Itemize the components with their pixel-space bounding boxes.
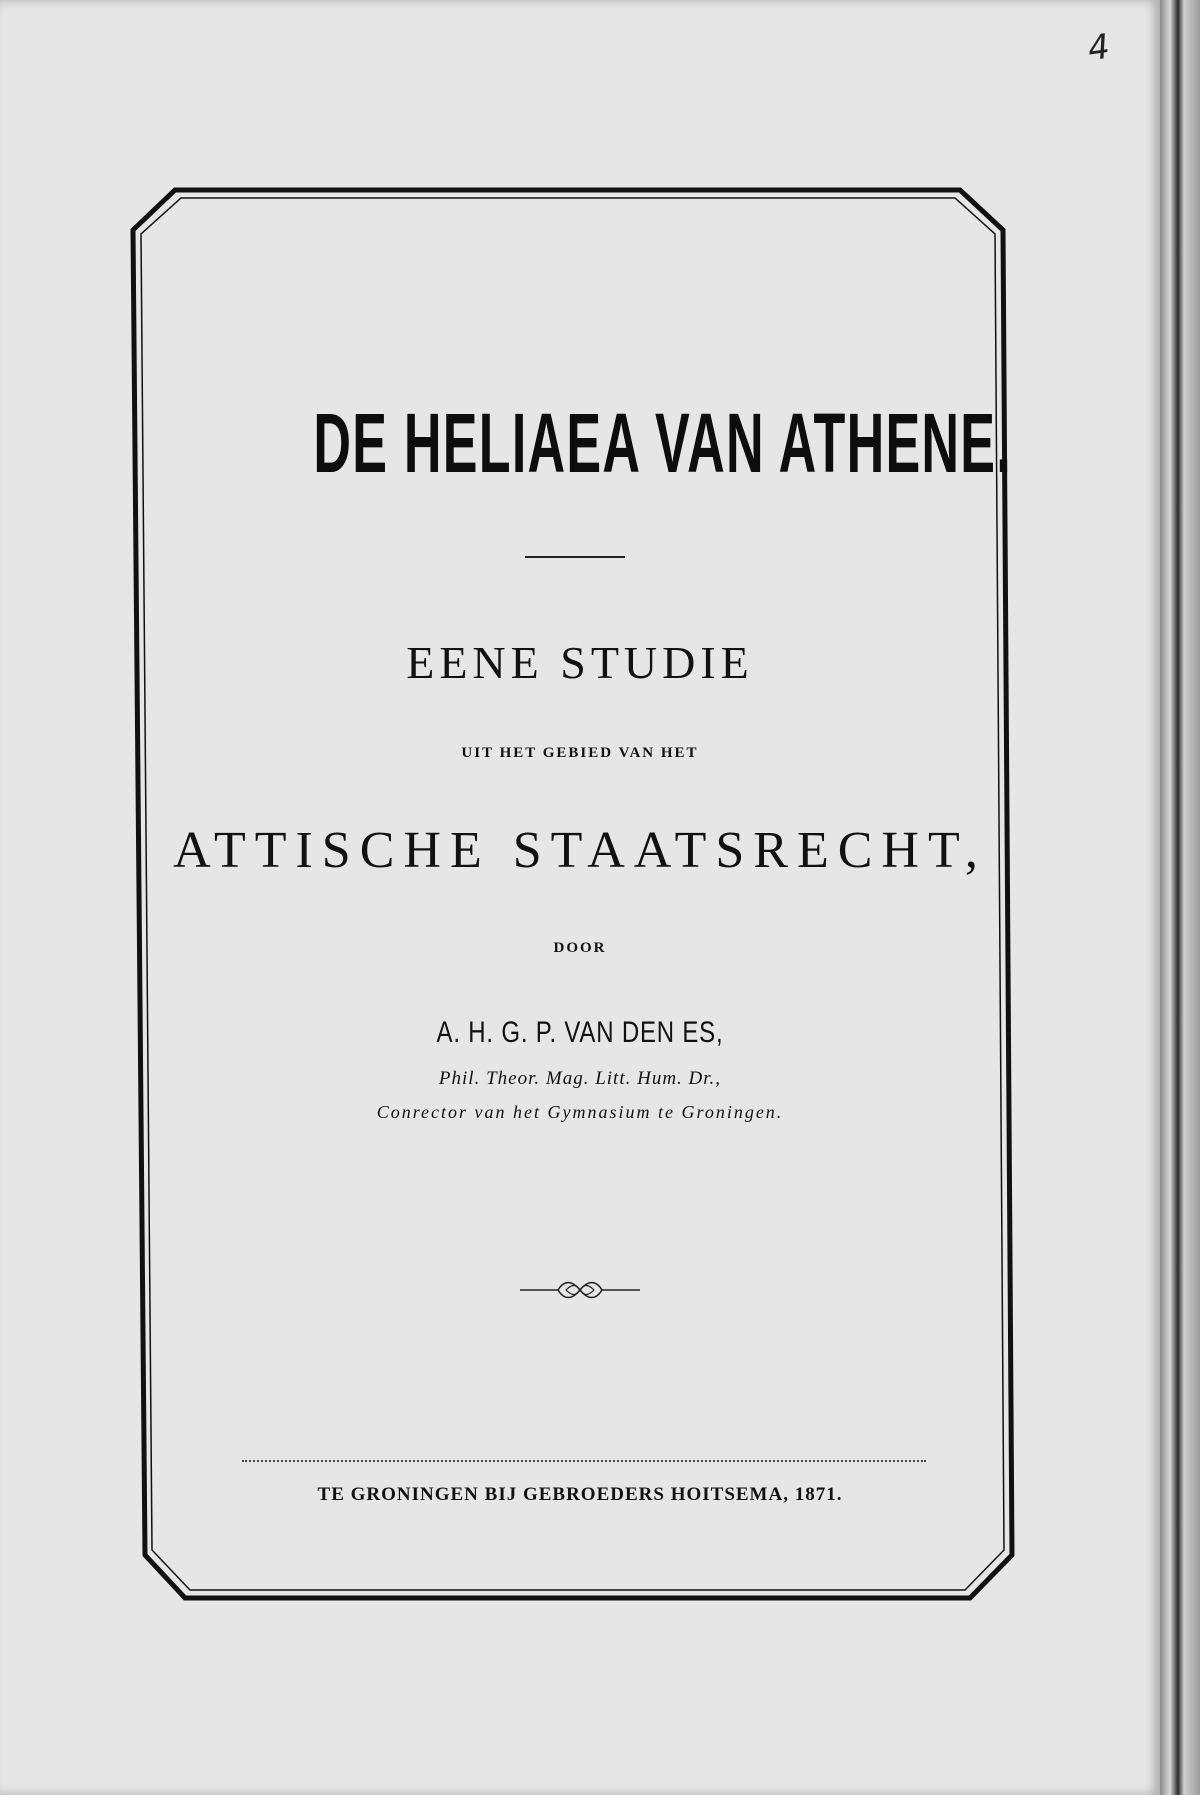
- handwritten-page-number: 4: [1085, 26, 1113, 70]
- publisher-imprint: TE GRONINGEN BIJ GEBROEDERS HOITSEMA, 1871.: [317, 1484, 843, 1505]
- author-position: Conrector van het Gymnasium te Groningen.: [376, 1102, 784, 1122]
- author-degree: Phil. Theor. Mag. Litt. Hum. Dr.,: [438, 1068, 722, 1089]
- by-label: DOOR: [553, 940, 607, 956]
- dotted-rule: [242, 1460, 926, 1462]
- fleuron-ornament: [520, 1275, 640, 1305]
- title-rule: [525, 556, 625, 558]
- author-name: A. H. G. P. VAN DEN ES,: [436, 1016, 724, 1049]
- subtitle: EENE STUDIE: [406, 637, 754, 688]
- book-edge: [1160, 0, 1200, 1795]
- book-title: DE HELIAEA VAN ATHENE.: [313, 396, 1012, 490]
- subtitle-connector: UIT HET GEBIED VAN HET: [461, 745, 699, 761]
- subject-heading: ATTISCHE STAATSRECHT,: [173, 822, 987, 879]
